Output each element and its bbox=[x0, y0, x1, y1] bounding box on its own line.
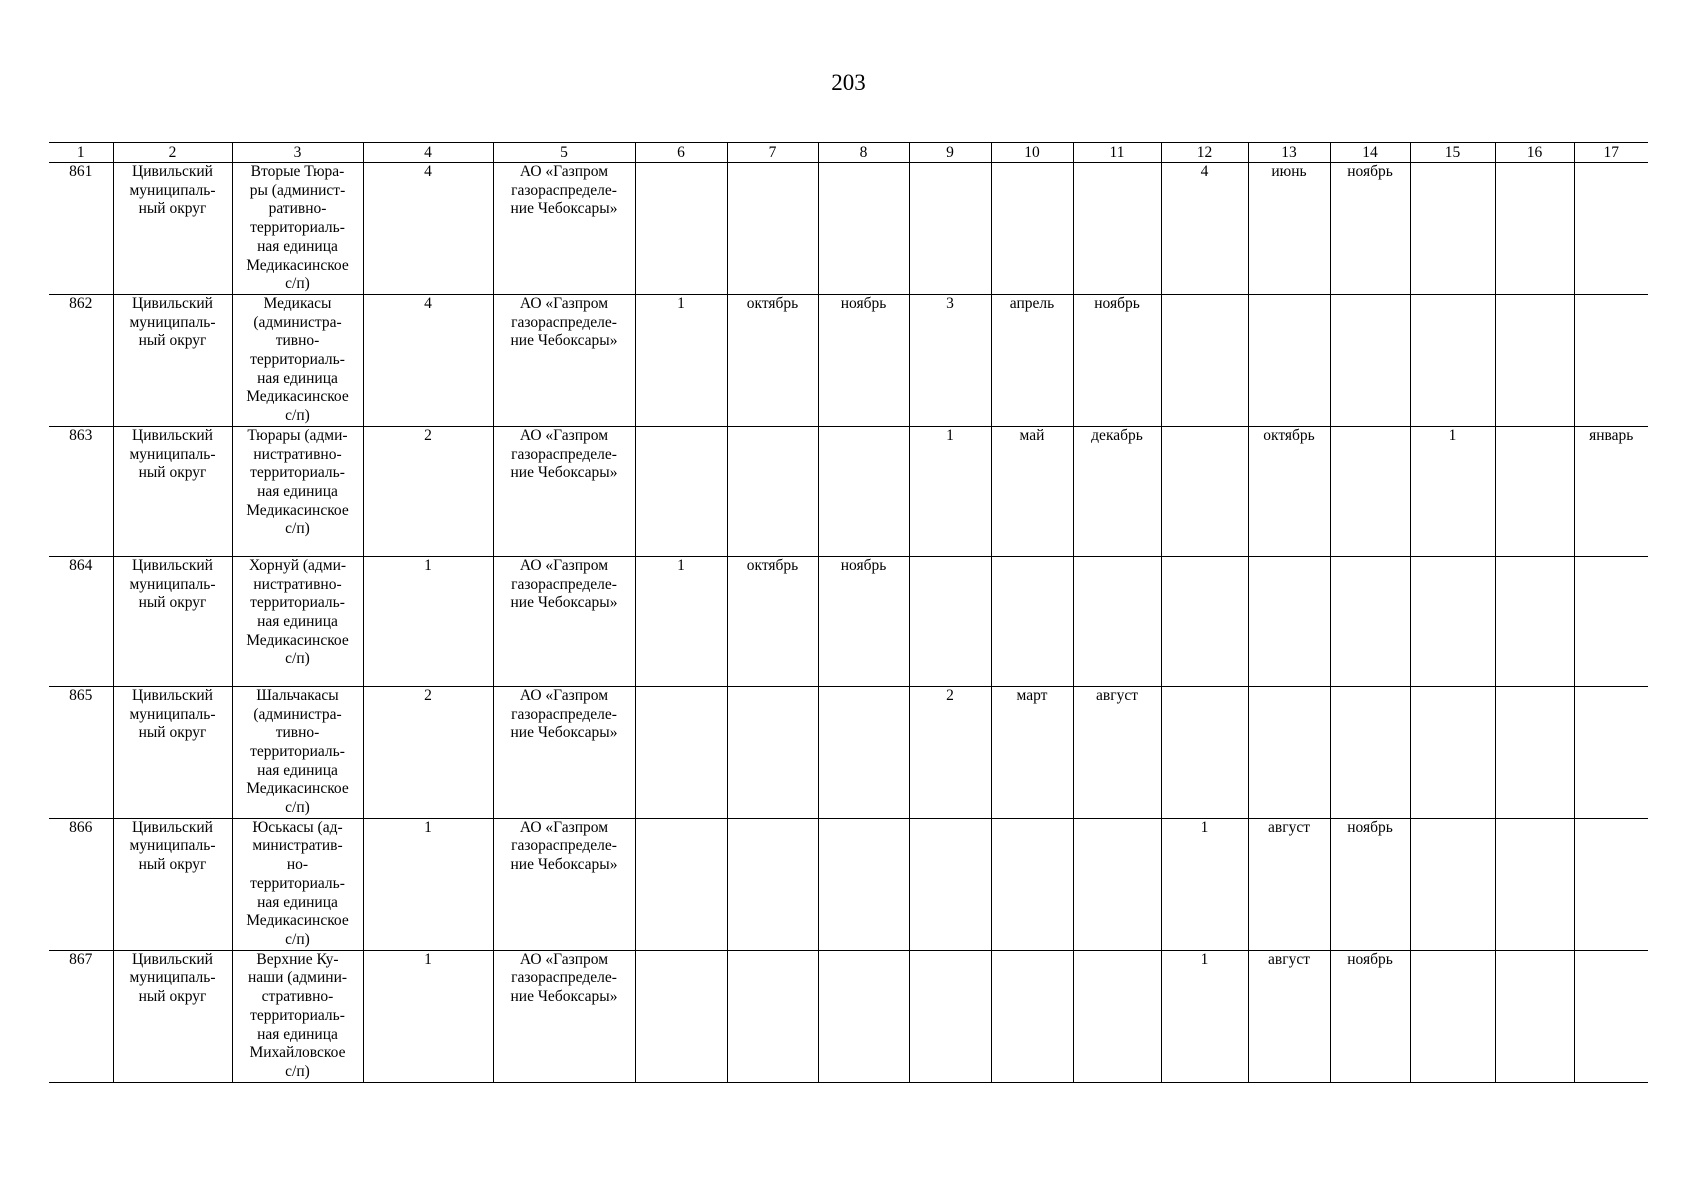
column-header: 13 bbox=[1248, 143, 1330, 163]
column-header: 4 bbox=[363, 143, 493, 163]
cell-municipal-district: Цивильский муниципаль- ный округ bbox=[129, 426, 216, 482]
column-header: 14 bbox=[1330, 143, 1410, 163]
table-cell bbox=[635, 556, 727, 686]
table-cell bbox=[727, 163, 818, 295]
table-cell bbox=[1410, 426, 1495, 556]
table-cell bbox=[113, 686, 232, 818]
table-cell bbox=[1248, 294, 1330, 426]
table-cell bbox=[1574, 294, 1648, 426]
column-header: 9 bbox=[909, 143, 991, 163]
cell-gas-organization: АО «Газпром газораспределе- ние Чебоксары» bbox=[510, 950, 618, 1006]
table-cell bbox=[818, 950, 909, 1082]
cell-gas-organization: АО «Газпром газораспределе- ние Чебоксары» bbox=[510, 818, 618, 874]
table-cell bbox=[1330, 686, 1410, 818]
table-cell bbox=[1161, 163, 1248, 295]
cell-gas-organization: АО «Газпром газораспределе- ние Чебоксары» bbox=[510, 426, 618, 482]
table-cell bbox=[113, 556, 232, 686]
table-cell bbox=[1073, 818, 1161, 950]
table-cell bbox=[232, 294, 363, 426]
cell-col-7-value: октябрь bbox=[746, 294, 799, 312]
table-cell bbox=[1410, 818, 1495, 950]
table-cell bbox=[818, 163, 909, 295]
cell-col-14-value: ноябрь bbox=[1347, 950, 1393, 968]
table-cell bbox=[493, 163, 635, 295]
table-cell bbox=[1574, 163, 1648, 295]
cell-row-number: 864 bbox=[69, 556, 93, 574]
cell-col-9-value: 3 bbox=[946, 294, 954, 312]
table-cell bbox=[1161, 294, 1248, 426]
table-cell bbox=[493, 294, 635, 426]
table-body bbox=[49, 163, 1648, 1083]
table-cell bbox=[49, 686, 113, 818]
cell-object-count: 1 bbox=[424, 556, 432, 574]
cell-col-8-value: ноябрь bbox=[840, 556, 887, 574]
table-row bbox=[49, 686, 1648, 818]
cell-object-count: 2 bbox=[424, 426, 432, 444]
cell-object-count: 1 bbox=[424, 818, 432, 836]
cell-settlement: Хорнуй (адми- нистративно- территориаль- ная единица Медикасинское с/п) bbox=[246, 556, 349, 668]
table-cell bbox=[818, 426, 909, 556]
table-cell bbox=[991, 556, 1073, 686]
cell-municipal-district: Цивильский муниципаль- ный округ bbox=[129, 294, 216, 350]
table-cell bbox=[909, 163, 991, 295]
table-cell bbox=[113, 426, 232, 556]
table-cell bbox=[493, 426, 635, 556]
table-cell bbox=[909, 950, 991, 1082]
cell-col-10-value: май bbox=[1019, 426, 1045, 444]
table-cell bbox=[635, 686, 727, 818]
column-header: 11 bbox=[1073, 143, 1161, 163]
cell-municipal-district: Цивильский муниципаль- ный округ bbox=[129, 556, 216, 612]
table-cell bbox=[232, 556, 363, 686]
table-cell bbox=[1073, 950, 1161, 1082]
table-cell bbox=[363, 294, 493, 426]
table-cell bbox=[493, 686, 635, 818]
table-cell bbox=[1574, 686, 1648, 818]
table-cell bbox=[909, 556, 991, 686]
cell-col-11-value: август bbox=[1096, 686, 1138, 704]
table-cell bbox=[1073, 163, 1161, 295]
table-cell bbox=[1161, 950, 1248, 1082]
table-cell bbox=[991, 294, 1073, 426]
cell-col-12-value: 1 bbox=[1200, 818, 1209, 836]
table-cell bbox=[113, 163, 232, 295]
table-cell bbox=[818, 818, 909, 950]
table-cell bbox=[1073, 294, 1161, 426]
cell-col-12-value: 1 bbox=[1200, 950, 1209, 968]
cell-col-9-value: 2 bbox=[946, 686, 954, 704]
table-cell bbox=[1574, 426, 1648, 556]
table-cell bbox=[1410, 950, 1495, 1082]
cell-gas-organization: АО «Газпром газораспределе- ние Чебоксары» bbox=[510, 686, 618, 742]
table-cell bbox=[232, 686, 363, 818]
table-row bbox=[49, 818, 1648, 950]
header-row bbox=[49, 143, 1648, 163]
table-cell bbox=[635, 163, 727, 295]
cell-settlement: Медикасы (администра- тивно- территориаль- ная единица Медикасинское с/п) bbox=[246, 294, 349, 425]
table-cell bbox=[727, 294, 818, 426]
cell-col-15-value: 1 bbox=[1448, 426, 1457, 444]
column-header: 12 bbox=[1161, 143, 1248, 163]
table-cell bbox=[1330, 426, 1410, 556]
table-cell bbox=[232, 818, 363, 950]
table-cell bbox=[909, 426, 991, 556]
table-cell bbox=[1248, 950, 1330, 1082]
table-cell bbox=[1330, 818, 1410, 950]
cell-col-13-value: июнь bbox=[1271, 163, 1307, 180]
cell-row-number: 867 bbox=[69, 950, 93, 968]
cell-gas-organization: АО «Газпром газораспределе- ние Чебоксары» bbox=[510, 163, 618, 218]
table-cell bbox=[909, 686, 991, 818]
table-row bbox=[49, 556, 1648, 686]
table-cell bbox=[909, 818, 991, 950]
cell-row-number: 866 bbox=[69, 818, 93, 836]
cell-settlement: Шальчакасы (администра- тивно- территориаль- ная единица Медикасинское с/п) bbox=[246, 686, 349, 817]
cell-col-6-value: 1 bbox=[677, 556, 685, 574]
table-cell bbox=[1073, 686, 1161, 818]
table-cell bbox=[991, 163, 1073, 295]
cell-col-8-value: ноябрь bbox=[840, 294, 887, 312]
column-header: 17 bbox=[1574, 143, 1648, 163]
table-cell bbox=[727, 950, 818, 1082]
cell-col-13-value: август bbox=[1268, 950, 1310, 968]
table-cell bbox=[1248, 426, 1330, 556]
cell-gas-organization: АО «Газпром газораспределе- ние Чебоксары» bbox=[510, 556, 618, 612]
table-cell bbox=[1248, 163, 1330, 295]
table-cell bbox=[1073, 426, 1161, 556]
cell-col-13-value: август bbox=[1268, 818, 1310, 836]
table-cell bbox=[49, 950, 113, 1082]
cell-object-count: 2 bbox=[424, 686, 432, 704]
table-row bbox=[49, 294, 1648, 426]
table-cell bbox=[1248, 686, 1330, 818]
cell-col-10-value: апрель bbox=[1009, 294, 1055, 312]
table-cell bbox=[363, 426, 493, 556]
cell-row-number: 862 bbox=[69, 294, 93, 312]
table-cell bbox=[493, 556, 635, 686]
table-cell bbox=[493, 950, 635, 1082]
table-cell bbox=[113, 294, 232, 426]
table-cell bbox=[991, 686, 1073, 818]
table-cell bbox=[1161, 686, 1248, 818]
cell-municipal-district: Цивильский муниципаль- ный округ bbox=[129, 818, 216, 874]
table-cell bbox=[1161, 818, 1248, 950]
table-cell bbox=[635, 818, 727, 950]
table-cell bbox=[1073, 556, 1161, 686]
table-cell bbox=[1495, 950, 1574, 1082]
table-cell bbox=[363, 556, 493, 686]
table-cell bbox=[818, 686, 909, 818]
table-cell bbox=[991, 950, 1073, 1082]
table-cell bbox=[727, 818, 818, 950]
table-cell bbox=[113, 818, 232, 950]
table-cell bbox=[1330, 163, 1410, 295]
table-cell bbox=[1410, 163, 1495, 295]
table-cell bbox=[49, 818, 113, 950]
table-cell bbox=[635, 294, 727, 426]
table-cell bbox=[818, 556, 909, 686]
cell-municipal-district: Цивильский муниципаль- ный округ bbox=[129, 950, 216, 1006]
table-cell bbox=[49, 556, 113, 686]
cell-settlement: Тюрары (адми- нистративно- территориаль- ная единица Медикасинское с/п) bbox=[246, 426, 349, 538]
cell-row-number: 863 bbox=[69, 426, 93, 444]
column-header: 3 bbox=[232, 143, 363, 163]
cell-object-count: 1 bbox=[424, 950, 432, 968]
cell-object-count: 4 bbox=[424, 163, 432, 180]
cell-settlement: Юськасы (ад- министратив- но- территориаль- ная единица Медикасинское с/п) bbox=[246, 818, 349, 948]
table-cell bbox=[727, 686, 818, 818]
table-cell bbox=[1248, 818, 1330, 950]
table-cell bbox=[1410, 686, 1495, 818]
table-cell bbox=[818, 294, 909, 426]
table-cell bbox=[909, 294, 991, 426]
table-cell bbox=[49, 163, 113, 295]
cell-gas-organization: АО «Газпром газораспределе- ние Чебоксары» bbox=[510, 294, 618, 350]
table-cell bbox=[1574, 556, 1648, 686]
cell-row-number: 861 bbox=[69, 163, 93, 180]
table-cell bbox=[49, 294, 113, 426]
cell-col-14-value: ноябрь bbox=[1347, 163, 1393, 180]
column-header: 2 bbox=[113, 143, 232, 163]
cell-settlement: Вторые Тюра- ры (админист- ративно- территориаль- ная единица Медикасинское с/п) bbox=[246, 163, 349, 293]
table-cell bbox=[363, 950, 493, 1082]
column-header: 8 bbox=[818, 143, 909, 163]
cell-col-6-value: 1 bbox=[677, 294, 685, 312]
column-header: 16 bbox=[1495, 143, 1574, 163]
table-cell bbox=[1330, 294, 1410, 426]
table-cell bbox=[363, 686, 493, 818]
table-cell bbox=[991, 426, 1073, 556]
table-cell bbox=[113, 950, 232, 1082]
cell-col-11-value: декабрь bbox=[1091, 426, 1143, 444]
cell-col-14-value: ноябрь bbox=[1347, 818, 1393, 836]
table-cell bbox=[49, 426, 113, 556]
table-cell bbox=[635, 426, 727, 556]
cell-col-12-value: 4 bbox=[1200, 163, 1209, 180]
table-cell bbox=[635, 950, 727, 1082]
table-cell bbox=[727, 426, 818, 556]
table-cell bbox=[1248, 556, 1330, 686]
table-cell bbox=[1495, 686, 1574, 818]
page-number: 203 bbox=[831, 70, 866, 95]
column-header: 15 bbox=[1410, 143, 1495, 163]
cell-municipal-district: Цивильский муниципаль- ный округ bbox=[129, 163, 216, 218]
table-cell bbox=[1574, 950, 1648, 1082]
table-row bbox=[49, 950, 1648, 1082]
column-header: 6 bbox=[635, 143, 727, 163]
table-cell bbox=[1495, 556, 1574, 686]
table-cell bbox=[1330, 950, 1410, 1082]
cell-col-10-value: март bbox=[1016, 686, 1048, 704]
table-row bbox=[49, 426, 1648, 556]
table-cell bbox=[1410, 556, 1495, 686]
table-cell bbox=[363, 818, 493, 950]
cell-col-7-value: октябрь bbox=[746, 556, 799, 574]
cell-row-number: 865 bbox=[69, 686, 93, 704]
cell-col-13-value: октябрь bbox=[1263, 426, 1315, 444]
table-cell bbox=[232, 163, 363, 295]
table-cell bbox=[1495, 426, 1574, 556]
table-cell bbox=[232, 950, 363, 1082]
cell-object-count: 4 bbox=[424, 294, 432, 312]
column-header: 1 bbox=[49, 143, 113, 163]
cell-col-9-value: 1 bbox=[946, 426, 954, 444]
table-cell bbox=[1161, 426, 1248, 556]
table-cell bbox=[727, 556, 818, 686]
table-cell bbox=[1495, 163, 1574, 295]
column-header: 7 bbox=[727, 143, 818, 163]
table-cell bbox=[1161, 556, 1248, 686]
table-row bbox=[49, 163, 1648, 295]
table-cell bbox=[363, 163, 493, 295]
table-cell bbox=[1574, 818, 1648, 950]
column-header: 10 bbox=[991, 143, 1073, 163]
cell-col-11-value: ноябрь bbox=[1094, 294, 1140, 312]
table-cell bbox=[493, 818, 635, 950]
table-cell bbox=[1495, 818, 1574, 950]
cell-col-17-value: январь bbox=[1589, 426, 1634, 444]
cell-municipal-district: Цивильский муниципаль- ный округ bbox=[129, 686, 216, 742]
column-header: 5 bbox=[493, 143, 635, 163]
table-cell bbox=[1410, 294, 1495, 426]
table-cell bbox=[991, 818, 1073, 950]
table-cell bbox=[1495, 294, 1574, 426]
cell-settlement: Верхние Ку- наши (админи- стративно- территориаль- ная единица Михайловское с/п) bbox=[247, 950, 348, 1080]
table-cell bbox=[1330, 556, 1410, 686]
table-cell bbox=[232, 426, 363, 556]
data-table bbox=[49, 142, 1648, 1083]
